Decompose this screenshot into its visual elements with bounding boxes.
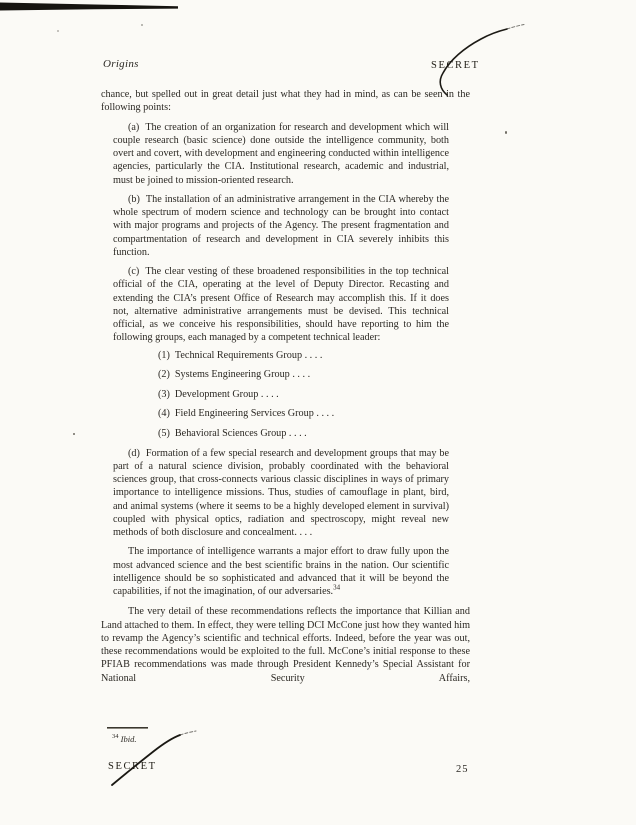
point-label: (a): [128, 121, 140, 133]
quoted-point-b: [113, 193, 449, 259]
list-item: [158, 427, 449, 440]
point-label: (d): [128, 447, 140, 459]
footnote-marker: 34: [112, 733, 119, 741]
point-label: (b): [128, 193, 140, 205]
intro-paragraph: chance, but spelled out in great detail just what they had in mind, as can be seen in the following points:: [101, 89, 470, 114]
footnote-reference: 34: [333, 583, 341, 592]
list-item-text: Field Engineering Services Group . . . .: [174, 408, 335, 420]
list-item: [158, 388, 449, 401]
scan-speck: [141, 24, 143, 26]
classification-stamp-bottom: SECRET: [108, 761, 157, 772]
page-body: [101, 88, 470, 685]
group-list: [158, 349, 449, 441]
pen-slash-top-tail: [507, 25, 524, 30]
point-text: The creation of an organization for research and development which will couple research (basic science) done outside the intelligence community, both overt and covert, with development and engineering conducted within intelligence agencies, particularly the CIA. Institutional research, academic and industrial, must be joined to mission-oriented research.: [113, 121, 449, 186]
footnote-text: [107, 734, 148, 744]
list-item-label: (4): [158, 408, 170, 420]
list-item: [158, 349, 449, 362]
scan-speck: [505, 131, 507, 134]
quoted-point-a: [113, 121, 449, 187]
list-item-label: (3): [158, 388, 170, 400]
quoted-recommendations: [113, 121, 449, 599]
list-item-text: Development Group . . . .: [174, 388, 279, 400]
list-item: [158, 407, 449, 420]
list-item-label: (5): [158, 428, 170, 440]
closing-paragraph: The very detail of these recommendations reflects the importance that Killian and Land attached to them. In effect, they were telling DCI McCone just how they wanted him to revamp the Agency’s scientific and technical efforts. Indeed, before the year was out, these recommendations would be exploited to the full. McCone’s initial response to these PFIAB recommendations was made through President Kennedy’s Special Assistant for National Security Affairs,: [101, 606, 471, 684]
top-edge-scan-line: [0, 3, 178, 11]
pen-slash-bottom-tail: [180, 731, 196, 735]
point-text: The clear vesting of these broadened responsibilities in the top technical official of the CIA, operating at the level of Deputy Director. Recasting and extending the CIA’s present Office of Research may accomplish this. If it does not, alternative administrative arrangements must be devised. This technical official, as we conceive his responsibilities, should have reporting to him the following groups, each managed by a competent technical leader:: [113, 266, 449, 344]
page-number: 25: [456, 764, 469, 775]
quote-conclusion-text: The importance of intelligence warrants a major effort to draw fully upon the most advanced science and the best scientific brains in the nation. Our scientific intelligence should be so sophisticated and advanced that it will be beyond the capabilities, if not the imagination, of our adversaries.: [113, 546, 449, 598]
list-item-text: Technical Requirements Group . . . .: [174, 349, 323, 361]
quoted-point-d: [113, 447, 449, 540]
list-item-label: (1): [158, 349, 170, 361]
list-item-text: Systems Engineering Group . . . .: [174, 369, 311, 381]
footnote: [107, 727, 148, 744]
list-item-text: Behavioral Sciences Group . . . .: [174, 428, 307, 440]
footnote-citation: Ibid.: [120, 734, 137, 744]
list-item-label: (2): [158, 369, 170, 381]
quoted-point-c: [113, 265, 449, 345]
running-title: Origins: [103, 58, 139, 70]
point-text: Formation of a few special research and development groups that may be part of a natural science division, probably coordinated with the behavioral sciences group, that cross-connects various classic disciplines in ways of primary importance to intelligence missions. Thus, studies of camouflage in plant, bird, and animal systems (where it seems to be a highly developed element in survival) coupled with physical optics, radiation and spectroscopy, might reveal new methods of both disclosure and concealment. . . .: [113, 447, 449, 539]
point-text: The installation of an administrative arrangement in the CIA whereby the whole spectrum of modern science and technology can be brought into contact with major programs and projects of the Agency. The present fragmentation and compartmentation of research and development in CIA severely inhibits this function.: [113, 193, 449, 258]
classification-stamp-top: SECRET: [431, 60, 480, 71]
footnote-rule: [107, 727, 148, 729]
scan-speck: [73, 433, 75, 435]
list-item: [158, 368, 449, 381]
scan-speck: [57, 30, 59, 32]
quote-conclusion: [113, 545, 449, 598]
point-label: (c): [128, 266, 140, 277]
